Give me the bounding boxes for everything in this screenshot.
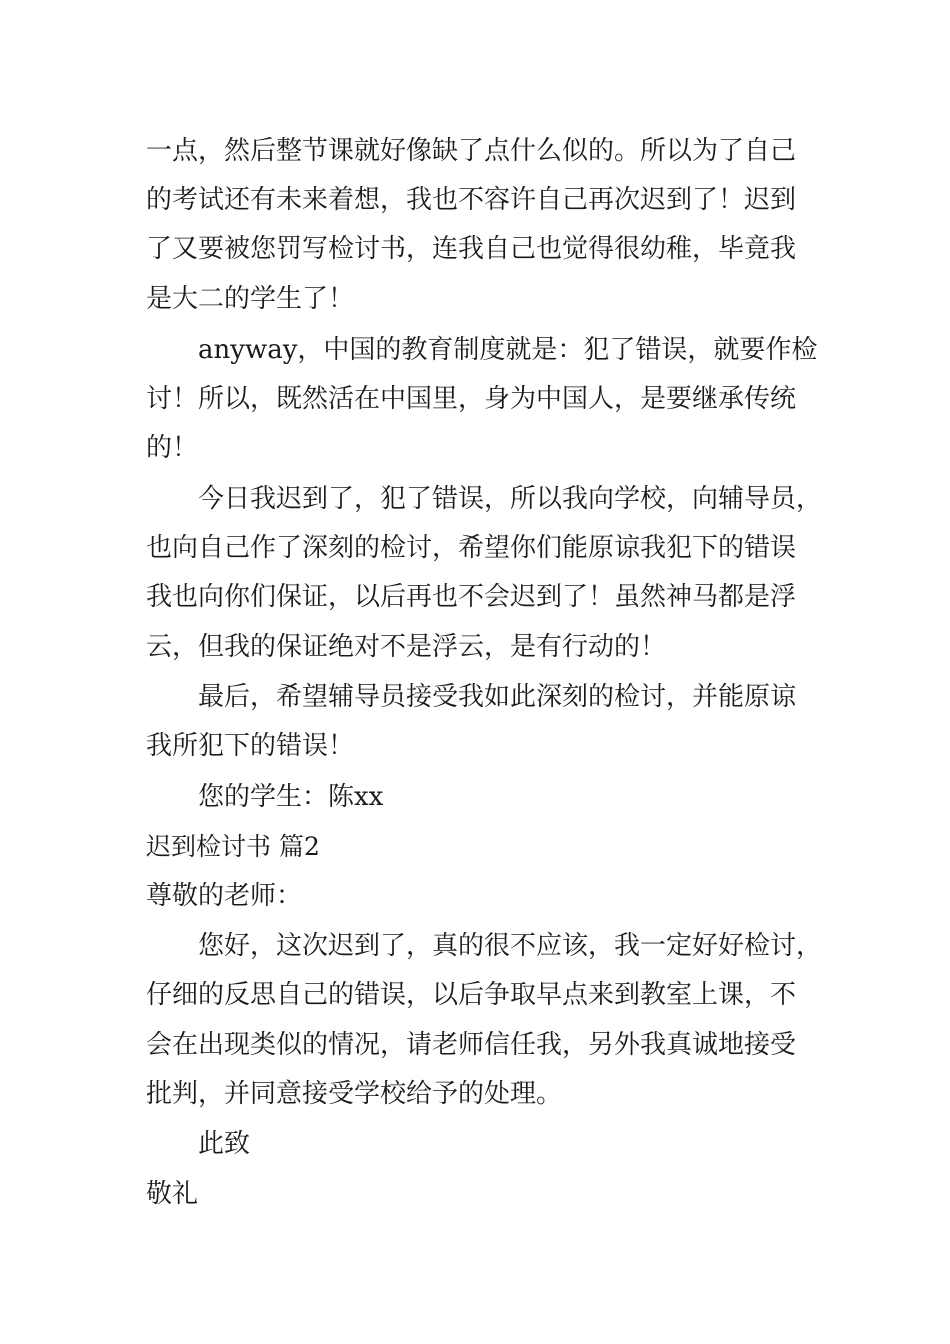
paragraph-5-line-3: 会在出现类似的情况，请老师信任我，另外我真诚地接受 — [146, 1030, 797, 1060]
paragraph-1-line-2: 的考试还有未来着想，我也不容许自己再次迟到了！迟到 — [146, 185, 797, 215]
paragraph-2-line-2: 讨！所以，既然活在中国里，身为中国人，是要继承传统 — [146, 384, 797, 414]
paragraph-3-line-2: 也向自己作了深刻的检讨，希望你们能原谅我犯下的错误 — [146, 533, 797, 563]
paragraph-2-line-1: anyway，中国的教育制度就是：犯了错误，就要作检 — [198, 335, 818, 365]
paragraph-4-line-2: 我所犯下的错误！ — [146, 731, 355, 761]
closing-ci-zhi: 此致 — [198, 1129, 251, 1159]
paragraph-4-line-1: 最后，希望辅导员接受我如此深刻的检讨，并能原谅 — [198, 682, 797, 712]
paragraph-1-line-1: 一点，然后整节课就好像缺了点什么似的。所以为了自己 — [146, 136, 797, 166]
paragraph-3-line-3: 我也向你们保证，以后再也不会迟到了！虽然神马都是浮 — [146, 582, 797, 612]
signature: 您的学生：陈xx — [198, 782, 384, 812]
paragraph-5-line-1: 您好，这次迟到了，真的很不应该，我一定好好检讨， — [198, 931, 823, 961]
paragraph-5-line-2: 仔细的反思自己的错误，以后争取早点来到教室上课，不 — [146, 980, 797, 1010]
paragraph-2-line-3: 的！ — [146, 433, 199, 463]
paragraph-1-line-4: 是大二的学生了！ — [146, 284, 355, 314]
paragraph-1-line-3: 了又要被您罚写检讨书，连我自己也觉得很幼稚，毕竟我 — [146, 234, 797, 264]
paragraph-3-line-1: 今日我迟到了，犯了错误，所以我向学校，向辅导员， — [198, 484, 823, 514]
section-title: 迟到检讨书 篇2 — [146, 832, 320, 861]
paragraph-5-line-4: 批判，并同意接受学校给予的处理。 — [146, 1079, 563, 1109]
paragraph-3-line-4: 云，但我的保证绝对不是浮云，是有行动的！ — [146, 632, 667, 662]
closing-jing-li: 敬礼 — [146, 1179, 199, 1209]
salutation: 尊敬的老师： — [146, 881, 303, 911]
